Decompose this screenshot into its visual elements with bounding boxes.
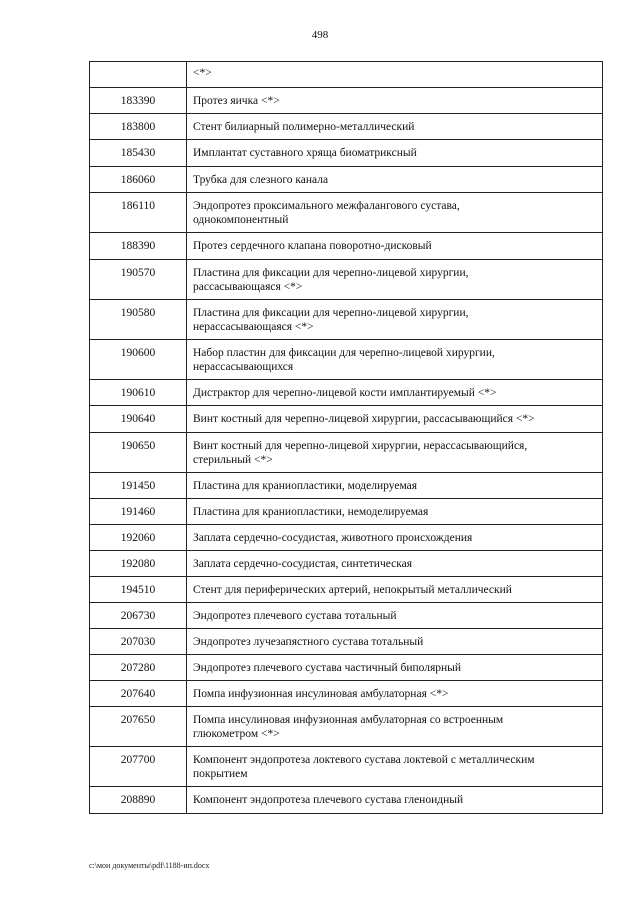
code-text: 190570 <box>120 267 156 279</box>
table-row <box>90 433 603 473</box>
name-text: Эндопротез лучезапястного сустава тотальный <box>193 636 424 648</box>
table-row <box>90 787 603 814</box>
table-row <box>90 140 603 167</box>
table-row <box>90 167 603 193</box>
name-text: <*> <box>193 67 212 79</box>
code-cell <box>90 88 187 114</box>
code-cell <box>90 787 187 814</box>
code-text: 207650 <box>120 714 156 726</box>
code-cell <box>90 655 187 681</box>
code-text: 191450 <box>120 480 156 492</box>
table-row <box>90 707 603 747</box>
code-cell <box>90 62 187 88</box>
table-row <box>90 114 603 140</box>
code-text: 190650 <box>120 440 156 452</box>
code-cell <box>90 114 187 140</box>
name-cell <box>187 406 603 433</box>
code-cell <box>90 193 187 233</box>
table-row <box>90 62 603 88</box>
name-text: Компонент эндопротеза плечевого сустава гленоидный <box>193 794 464 806</box>
code-text: 207700 <box>120 754 156 766</box>
name-text: Трубка для слезного канала <box>193 174 329 186</box>
name-text: Пластина для фиксации для черепно-лицевой хирургии, рассасывающаяся <*> <box>193 267 469 293</box>
code-text: 186110 <box>120 200 156 212</box>
code-cell <box>90 300 187 340</box>
name-text: Имплантат суставного хряща биоматриксный <box>193 147 417 159</box>
code-text: 207280 <box>120 662 156 674</box>
code-text: 186060 <box>120 174 156 186</box>
name-text: Дистрактор для черепно-лицевой кости имплантируемый <*> <box>193 387 497 399</box>
code-text: 207030 <box>120 636 156 648</box>
code-text: 190610 <box>120 387 156 399</box>
name-cell <box>187 747 603 787</box>
name-text: Винт костный для черепно-лицевой хирургии, рассасывающийся <*> <box>193 413 535 425</box>
name-text: Протез яичка <*> <box>193 95 280 107</box>
table-row <box>90 525 603 551</box>
code-cell <box>90 433 187 473</box>
name-cell <box>187 787 603 814</box>
code-cell <box>90 707 187 747</box>
name-cell <box>187 62 603 88</box>
code-text: 183800 <box>120 121 156 133</box>
name-cell <box>187 433 603 473</box>
code-cell <box>90 380 187 406</box>
name-cell <box>187 300 603 340</box>
table-row <box>90 380 603 406</box>
code-text: 207640 <box>120 688 156 700</box>
table-row <box>90 88 603 114</box>
name-cell <box>187 233 603 260</box>
code-text <box>90 62 186 66</box>
name-text: Протез сердечного клапана поворотно-дисковый <box>193 240 432 252</box>
code-text: 192080 <box>120 558 156 570</box>
name-text: Помпа инсулиновая инфузионная амбулаторная со встроенным глюкометром <*> <box>193 714 504 740</box>
code-text: 194510 <box>120 584 156 596</box>
code-text: 206730 <box>120 610 156 622</box>
name-cell <box>187 380 603 406</box>
code-cell <box>90 525 187 551</box>
code-text: 192060 <box>120 532 156 544</box>
name-text: Пластина для фиксации для черепно-лицевой хирургии, нерассасывающаяся <*> <box>193 307 469 333</box>
table-row <box>90 551 603 577</box>
name-text: Стент для периферических артерий, непокрытый металлический <box>193 584 512 596</box>
code-cell <box>90 629 187 655</box>
table-row <box>90 300 603 340</box>
name-cell <box>187 603 603 629</box>
name-cell <box>187 473 603 499</box>
name-text: Набор пластин для фиксации для черепно-лицевой хирургии, нерассасывающихся <box>193 347 495 373</box>
name-text: Пластина для краниопластики, моделируемая <box>193 480 418 492</box>
table-row <box>90 681 603 707</box>
page-number: 498 <box>311 29 329 41</box>
code-cell <box>90 577 187 603</box>
table-row <box>90 499 603 525</box>
name-cell <box>187 499 603 525</box>
code-cell <box>90 473 187 499</box>
code-text: 208890 <box>120 794 156 806</box>
name-cell <box>187 167 603 193</box>
table-row <box>90 340 603 380</box>
table-row <box>90 747 603 787</box>
footer-file-path: c:\мои документы\pdf\1188-ип.docx <box>89 861 210 870</box>
name-cell <box>187 551 603 577</box>
code-cell <box>90 260 187 300</box>
code-cell <box>90 603 187 629</box>
name-text: Стент билиарный полимерно-металлический <box>193 121 415 133</box>
name-cell <box>187 681 603 707</box>
name-cell <box>187 193 603 233</box>
code-text: 190640 <box>120 413 156 425</box>
table-row <box>90 629 603 655</box>
name-text: Заплата сердечно-сосудистая, животного происхождения <box>193 532 473 544</box>
name-text: Эндопротез плечевого сустава тотальный <box>193 610 397 622</box>
table-row <box>90 655 603 681</box>
name-cell <box>187 340 603 380</box>
table-row <box>90 193 603 233</box>
code-cell <box>90 406 187 433</box>
table-row <box>90 406 603 433</box>
name-cell <box>187 707 603 747</box>
code-cell <box>90 681 187 707</box>
table-row <box>90 473 603 499</box>
code-cell <box>90 551 187 577</box>
code-cell <box>90 747 187 787</box>
code-cell <box>90 340 187 380</box>
code-cell <box>90 499 187 525</box>
name-cell <box>187 140 603 167</box>
table-row <box>90 260 603 300</box>
code-text: 183390 <box>120 95 156 107</box>
name-text: Компонент эндопротеза локтевого сустава локтевой с металлическим покрытием <box>193 754 535 780</box>
name-cell <box>187 88 603 114</box>
code-text: 188390 <box>120 240 156 252</box>
table-body <box>90 62 603 814</box>
code-cell <box>90 233 187 260</box>
name-text: Заплата сердечно-сосудистая, синтетическая <box>193 558 413 570</box>
table-row <box>90 577 603 603</box>
name-cell <box>187 260 603 300</box>
implant-table <box>89 61 603 814</box>
name-text: Винт костный для черепно-лицевой хирургии, нерассасывающийся, стерильный <*> <box>193 440 528 466</box>
code-text: 191460 <box>120 506 156 518</box>
name-text: Пластина для краниопластики, немоделируемая <box>193 506 429 518</box>
code-cell <box>90 140 187 167</box>
code-text: 185430 <box>120 147 156 159</box>
name-text: Эндопротез проксимального межфалангового сустава, однокомпонентный <box>193 200 460 226</box>
table-row <box>90 603 603 629</box>
name-cell <box>187 577 603 603</box>
code-text: 190600 <box>120 347 156 359</box>
table-row <box>90 233 603 260</box>
name-cell <box>187 629 603 655</box>
name-cell <box>187 525 603 551</box>
name-text: Помпа инфузионная инсулиновая амбулаторная <*> <box>193 688 449 700</box>
name-cell <box>187 655 603 681</box>
name-text: Эндопротез плечевого сустава частичный биполярный <box>193 662 462 674</box>
code-cell <box>90 167 187 193</box>
name-cell <box>187 114 603 140</box>
code-text: 190580 <box>120 307 156 319</box>
